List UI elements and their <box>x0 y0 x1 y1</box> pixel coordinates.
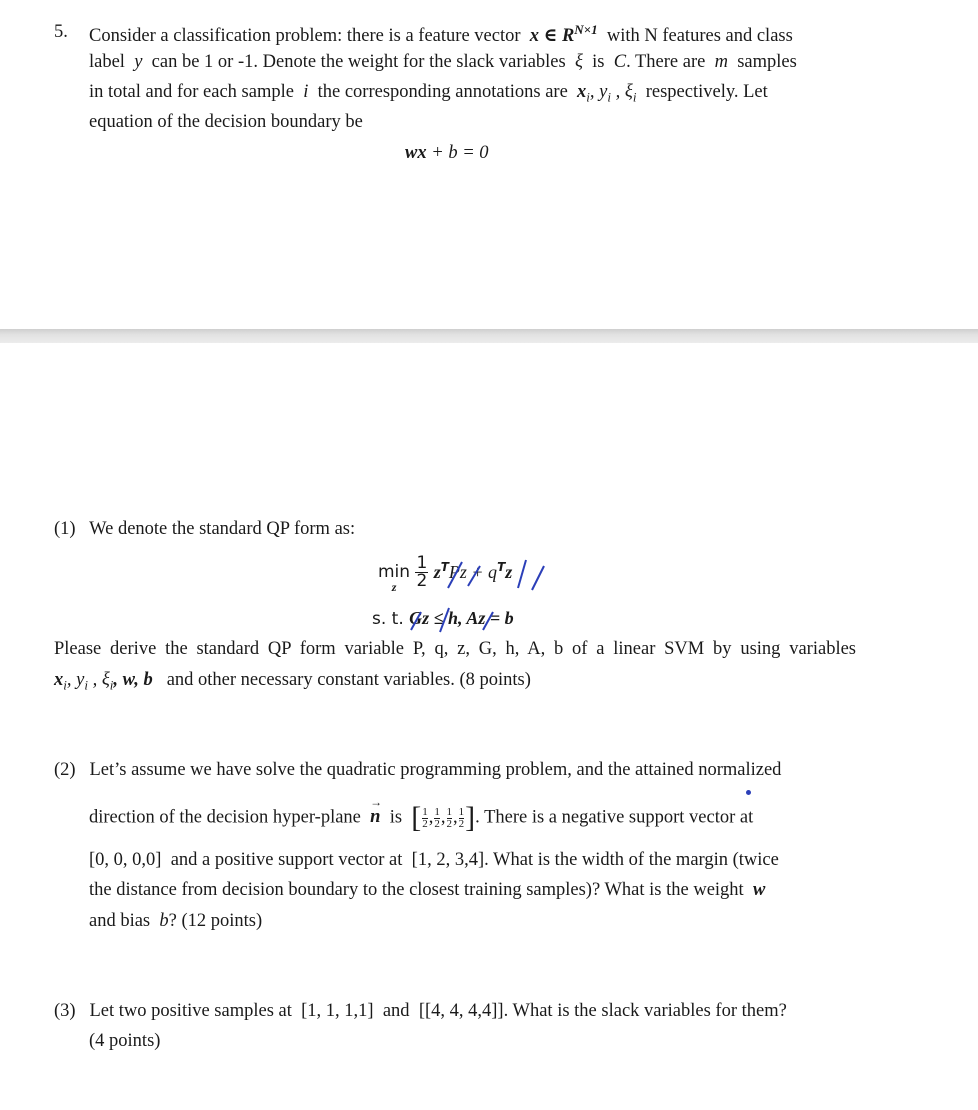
q5-line-1-text: Consider a classification problem: there is a feature vector <box>89 26 521 47</box>
normal-n-letter: n <box>370 807 381 828</box>
part-2-line-5-c: ? (12 points) <box>168 911 263 931</box>
vector-bracket-right: ] <box>465 801 476 834</box>
feature-vector-math: x ∈ R <box>529 26 575 47</box>
part-1-question-end: and other necessary constant variables. (8 points) <box>166 670 531 690</box>
part-2-line-3-b: and a positive support vector at <box>170 850 403 870</box>
q5-line-1 <box>89 22 793 47</box>
part-2-line-2-a: direction of the decision hyper-plane <box>89 807 361 828</box>
sample-1: [1, 1, 1,1] <box>301 1001 374 1021</box>
objective-z-2: z <box>505 562 513 582</box>
frac-den: 2 <box>434 817 440 830</box>
part-2-line-2: direction of the decision hyper-plane n → is [ $\frac{1}{2}$ , $\frac{1}{2}$ , $\frac{1}{2}$ , $\frac{1}{2}$ ]. There is a negative support vector at <box>89 795 754 834</box>
q5-line-2-b: can be 1 or -1. Denote the weight for the slack variables <box>151 52 566 72</box>
sub-i: i <box>586 89 590 105</box>
subject-to: s. t. <box>372 609 404 629</box>
part-2-line-1-text: Let’s assume we have solve the quadratic programming problem, and the attained normalized <box>89 760 782 780</box>
part-1-intro-text: We denote the standard QP form as: <box>89 519 356 539</box>
positive-sv: [1, 2, 3,4] <box>411 850 485 870</box>
sample-2: [[4, 4, 4,4]] <box>418 1001 504 1021</box>
frac-den: 2 <box>422 817 428 830</box>
annotation-x: x <box>577 82 587 102</box>
slack-xi: ξ <box>574 52 583 72</box>
q5-line-2-c: is <box>592 52 605 72</box>
var-xi: , ξ <box>87 670 110 690</box>
var-w-b: , w, b <box>113 670 153 690</box>
component-4 <box>459 807 465 830</box>
part-2-label: (2) <box>54 760 76 780</box>
part-1-question: Please derive the standard QP form variable P, q, z, G, h, A, b of a linear SVM by using variables <box>54 639 856 659</box>
pen-strike-marks <box>440 556 550 596</box>
q5-line-3-c: respectively. Let <box>645 82 768 102</box>
sub-i: i <box>84 677 88 693</box>
index-i: i <box>303 82 309 102</box>
part-3-label: (3) <box>54 1001 76 1021</box>
q5-line-2-a: label <box>89 52 125 72</box>
part-1-question-2 <box>54 670 531 694</box>
frac-num: 1 <box>434 805 440 818</box>
frac-num: 1 <box>458 805 465 818</box>
component-2 <box>434 807 440 830</box>
weight-w: w <box>752 880 766 900</box>
part-3-line-1-a: Let two positive samples at <box>89 1001 292 1021</box>
frac-den: 2 <box>446 817 453 830</box>
q5-line-2 <box>89 52 797 73</box>
component-3 <box>447 807 453 830</box>
min-subscript: z <box>391 580 397 594</box>
decision-boundary-equation <box>405 143 489 164</box>
part-2-line-5-a: and bias <box>89 911 151 931</box>
annotation-xi: , ξ <box>611 82 633 102</box>
label-y: y <box>134 52 143 72</box>
normal-vector-n: n → <box>370 795 383 828</box>
sub-i: i <box>63 677 67 693</box>
vector-bracket-left: [ <box>411 801 422 834</box>
part-3-line-1 <box>54 1001 787 1022</box>
q5-line-3 <box>89 82 768 106</box>
sample-count-m: m <box>714 52 728 72</box>
feature-vector-dim: N×1 <box>574 22 598 37</box>
fraction-den: 2 <box>416 571 428 591</box>
part-3-and: and <box>382 1001 410 1021</box>
q5-line-4: equation of the decision boundary be <box>89 112 363 132</box>
part-2-line-5 <box>89 911 262 932</box>
equation-rest: + b = 0 <box>431 143 489 163</box>
frac-den: 2 <box>458 817 465 830</box>
frac-num: 1 <box>446 805 453 818</box>
min-operator: min <box>378 562 411 582</box>
part-2-line-4-text: the distance from decision boundary to the closest training samples)? What is the weight <box>89 880 744 900</box>
part-2-line-4 <box>89 880 765 901</box>
part-2-line-1 <box>54 760 781 781</box>
negative-sv: [0, 0, 0,0] <box>89 850 162 870</box>
part-3-line-2: (4 points) <box>89 1031 161 1051</box>
one-half-fraction <box>415 555 428 590</box>
sub-i: i <box>109 677 114 693</box>
part-2-line-2-b: . There is a negative support vector at <box>475 807 754 828</box>
part-1-label: (1) <box>54 519 76 539</box>
question-number: 5. <box>54 22 68 42</box>
component-1 <box>422 807 428 830</box>
fraction-num: 1 <box>416 553 428 573</box>
q5-line-2-e: samples <box>737 52 797 72</box>
q5-line-3-b: the corresponding annotations are <box>317 82 568 102</box>
part-2-is: is <box>389 807 403 828</box>
objective-rest: Pz + q <box>448 562 498 582</box>
frac-num: 1 <box>422 805 428 818</box>
q5-line-2-d: . There are <box>626 52 706 72</box>
part-2-line-3 <box>89 850 779 871</box>
transpose-sup-2: T <box>497 559 506 574</box>
weight-C: C <box>613 52 627 72</box>
sub-i: i <box>607 89 612 105</box>
pen-dot <box>746 790 751 795</box>
page-divider <box>0 329 978 343</box>
var-x: x <box>54 670 64 690</box>
part-3-line-1-e: . What is the slack variables for them? <box>503 1001 787 1021</box>
var-y: , y <box>66 670 85 690</box>
constraint-expression: Gz ≤ h, Az = b <box>409 608 514 628</box>
pen-strike-marks-2 <box>405 606 525 634</box>
bias-b: b <box>159 911 169 931</box>
transpose-sup: T <box>440 559 449 574</box>
equation-wx: wx <box>405 143 427 163</box>
annotation-y: , y <box>589 82 608 102</box>
q5-line-3-a: in total and for each sample <box>89 82 294 102</box>
sub-i: i <box>632 89 637 105</box>
part-2-line-3-d: . What is the width of the margin (twice <box>484 850 779 870</box>
part-1-intro <box>54 519 355 540</box>
q5-line-1-end: with N features and class <box>606 26 793 47</box>
objective-z: z <box>433 562 441 582</box>
